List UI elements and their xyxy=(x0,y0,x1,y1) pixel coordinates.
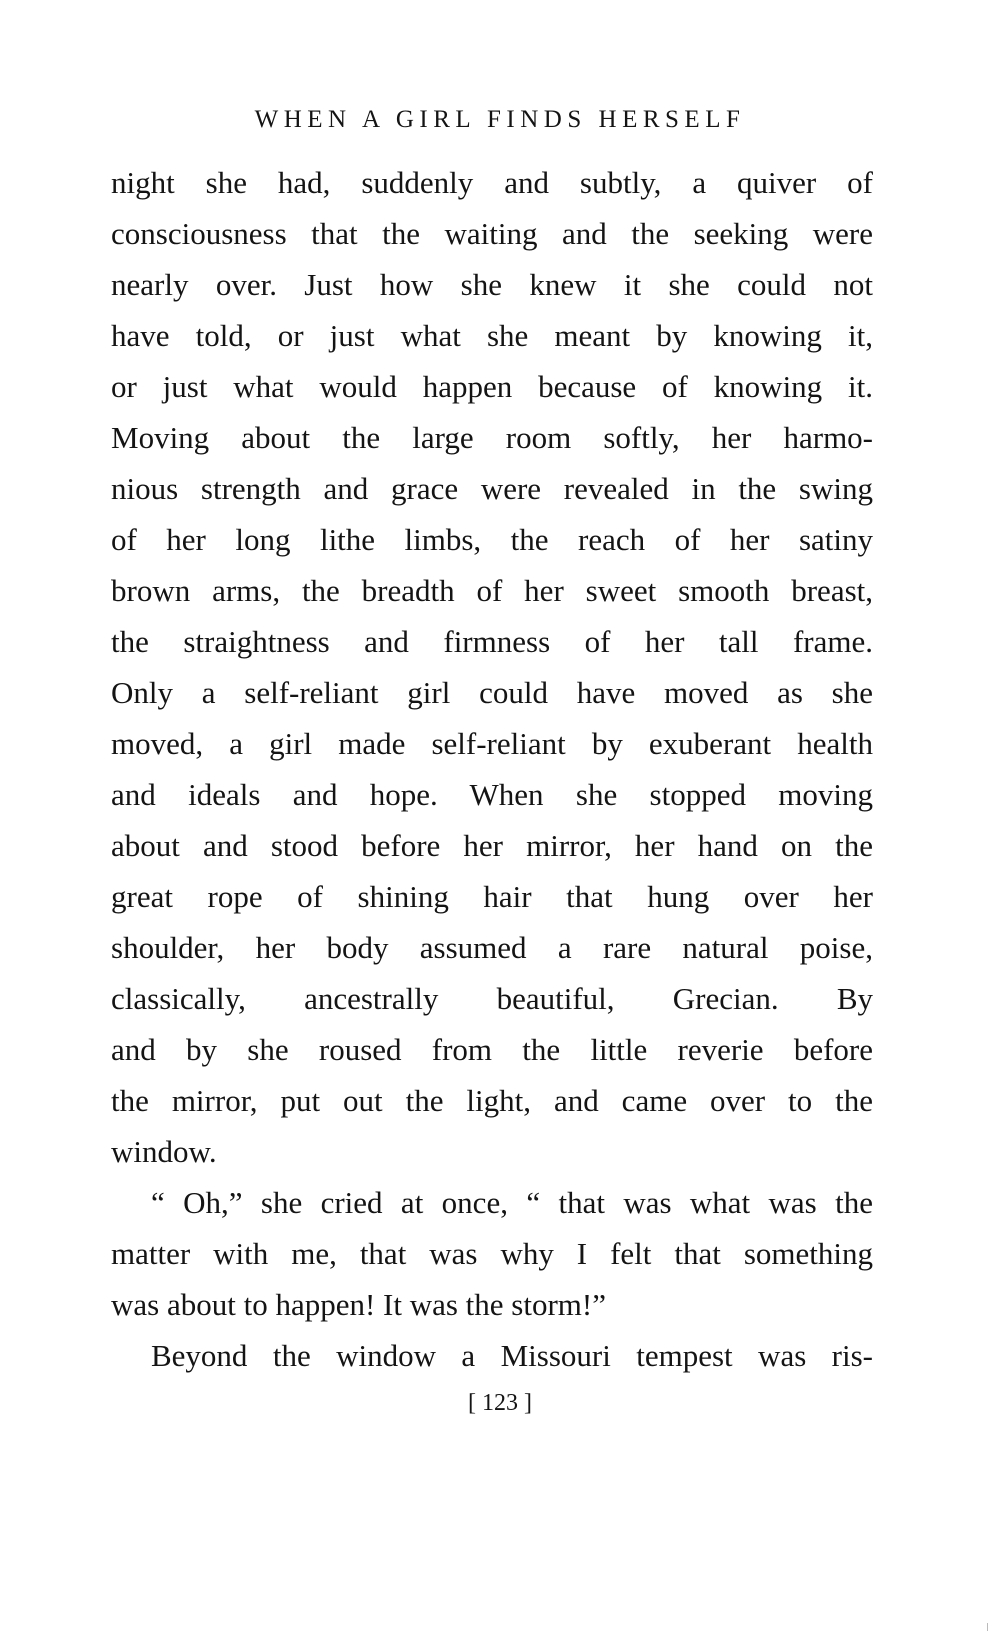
text-line: Only a self-reliant girl could have moved as she xyxy=(111,675,873,710)
text-line: moved, a girl made self-reliant by exuberant health xyxy=(111,726,873,761)
paragraph xyxy=(111,157,873,1177)
page-number: [ 123 ] xyxy=(468,1390,532,1416)
text-line: or just what would happen because of knowing it. xyxy=(111,369,873,404)
text-line: night she had, suddenly and subtly, a quiver of xyxy=(111,165,873,200)
text-line: have told, or just what she meant by knowing it, xyxy=(111,318,873,353)
text-line: nious strength and grace were revealed in the swing xyxy=(111,471,873,506)
body-text xyxy=(111,157,873,1381)
text-line: of her long lithe limbs, the reach of her satiny xyxy=(111,522,873,557)
text-line: brown arms, the breadth of her sweet smooth breast, xyxy=(111,573,873,608)
text-line: Moving about the large room softly, her harmo- xyxy=(111,420,873,455)
text-line: Beyond the window a Missouri tempest was ris- xyxy=(151,1338,873,1373)
text-line: the mirror, put out the light, and came over to the xyxy=(111,1083,873,1118)
text-line: shoulder, her body assumed a rare natural poise, xyxy=(111,930,873,965)
text-line: the straightness and firmness of her tall frame. xyxy=(111,624,873,659)
text-line: was about to happen! It was the storm!” xyxy=(111,1287,607,1322)
paragraph xyxy=(111,1330,873,1381)
text-line: and ideals and hope. When she stopped moving xyxy=(111,777,873,812)
text-line: and by she roused from the little reverie before xyxy=(111,1032,873,1067)
text-line: window. xyxy=(111,1134,217,1169)
scan-edge-mark xyxy=(987,1623,992,1631)
paragraph xyxy=(111,1177,873,1330)
text-line: nearly over. Just how she knew it she could not xyxy=(111,267,873,302)
text-line: classically, ancestrally beautiful, Grecian. By xyxy=(111,981,873,1016)
text-line: matter with me, that was why I felt that something xyxy=(111,1236,873,1271)
text-line: consciousness that the waiting and the seeking were xyxy=(111,216,873,251)
running-head: WHEN A GIRL FINDS HERSELF xyxy=(254,106,746,133)
text-line: great rope of shining hair that hung over her xyxy=(111,879,873,914)
text-line: “ Oh,” she cried at once, “ that was what was the xyxy=(151,1185,873,1220)
text-line: about and stood before her mirror, her hand on the xyxy=(111,828,873,863)
